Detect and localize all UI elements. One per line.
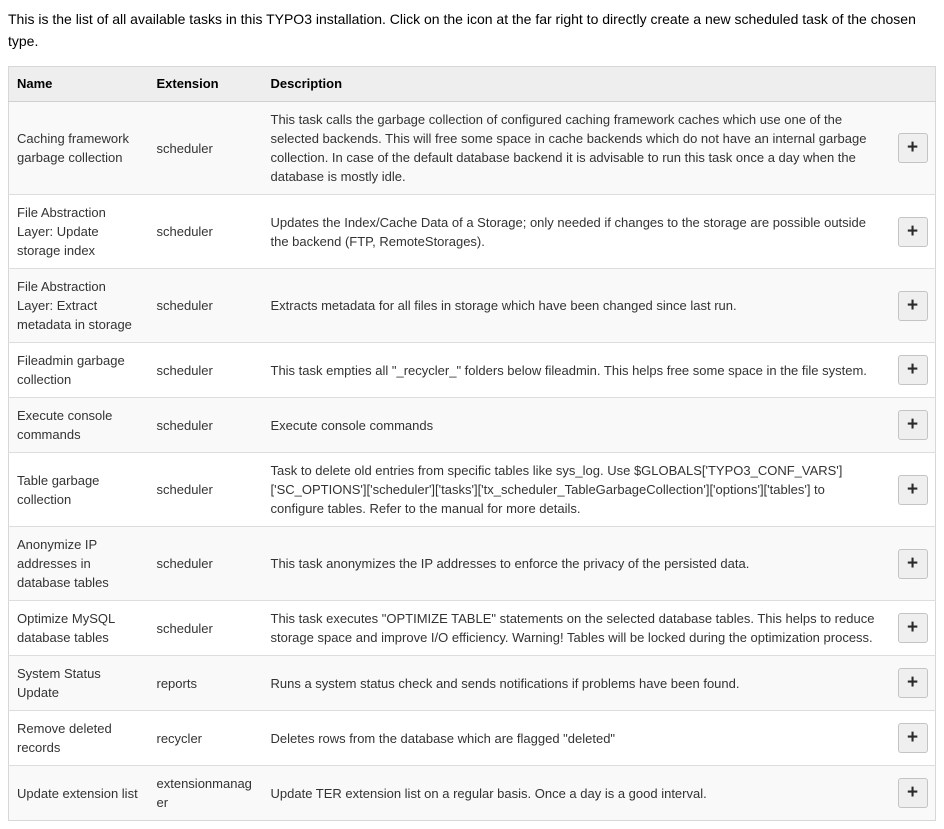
add-task-button[interactable] bbox=[898, 778, 928, 808]
task-extension: extensionmanager bbox=[156, 776, 252, 810]
header-row bbox=[9, 67, 936, 102]
task-row bbox=[9, 343, 936, 398]
task-extension: scheduler bbox=[156, 556, 213, 571]
column-header-name: Name bbox=[9, 67, 149, 102]
task-row bbox=[9, 453, 936, 527]
task-row bbox=[9, 102, 936, 195]
add-task-button[interactable] bbox=[898, 668, 928, 698]
task-extension: scheduler bbox=[156, 140, 213, 156]
task-row bbox=[9, 656, 936, 711]
task-name: System Status Update bbox=[17, 666, 101, 700]
task-description: Runs a system status check and sends notifications if problems have been found. bbox=[270, 675, 740, 691]
task-extension: scheduler bbox=[156, 482, 213, 497]
add-task-button[interactable] bbox=[898, 410, 928, 440]
task-name: Remove deleted records bbox=[17, 721, 112, 755]
plus-icon: + bbox=[906, 727, 919, 748]
task-row bbox=[9, 601, 936, 656]
task-description: This task calls the garbage collection of configured caching framework caches which use one of the selected backends. This will free some space in cache backends which do not have an internal garbage collection. In case of the default database backend it is advisable to run this task once a day when the database is mostly idle. bbox=[270, 112, 867, 184]
task-name: Optimize MySQL database tables bbox=[17, 611, 115, 645]
task-name: Execute console commands bbox=[17, 408, 113, 442]
task-description: This task anonymizes the IP addresses to enforce the privacy of the persisted data. bbox=[270, 556, 750, 571]
plus-icon: + bbox=[906, 359, 919, 380]
task-extension: scheduler bbox=[156, 620, 213, 636]
task-name: Fileadmin garbage collection bbox=[17, 353, 125, 387]
task-name: Update extension list bbox=[17, 785, 138, 801]
task-row bbox=[9, 398, 936, 453]
task-table-body bbox=[9, 102, 936, 821]
task-name: Table garbage collection bbox=[17, 472, 100, 507]
add-task-button[interactable] bbox=[898, 291, 928, 321]
task-row bbox=[9, 269, 936, 343]
plus-icon: + bbox=[906, 220, 919, 242]
column-header-description: Description bbox=[263, 67, 890, 102]
task-name: File Abstraction Layer: Extract metadata in storage bbox=[17, 279, 132, 332]
task-extension: scheduler bbox=[156, 362, 213, 378]
task-description: Task to delete old entries from specific tables like sys_log. Use $GLOBALS['TYPO3_CONF_VARS']['SC_OPTIONS']['scheduler']['tasks']['tx_scheduler_TableGarbageCollection']['options']['tables'] to configure tables. Refer to the manual for more details. bbox=[270, 463, 843, 516]
add-task-button[interactable] bbox=[898, 723, 928, 753]
task-row bbox=[9, 195, 936, 269]
task-action-cell bbox=[890, 398, 936, 453]
task-action-cell bbox=[890, 453, 936, 527]
task-extension: scheduler bbox=[156, 298, 213, 313]
plus-icon: + bbox=[906, 137, 919, 158]
task-description: This task executes "OPTIMIZE TABLE" statements on the selected database tables. This helps to reduce storage space and improve I/O efficiency. Warning! Tables will be locked during the optimization process. bbox=[270, 611, 875, 645]
task-description: This task empties all "_recycler_" folders below fileadmin. This helps free some space in the file system. bbox=[270, 362, 867, 378]
plus-icon: + bbox=[906, 478, 919, 500]
task-action-cell bbox=[890, 601, 936, 656]
column-header-actions bbox=[890, 67, 936, 102]
column-header-extension: Extension bbox=[149, 67, 263, 102]
task-name: Anonymize IP addresses in database tables bbox=[17, 537, 109, 590]
available-tasks-table bbox=[8, 66, 936, 821]
intro-text: This is the list of all available tasks in this TYPO3 installation. Click on the icon at the far right to directly create a new scheduled task of the chosen type. bbox=[8, 11, 916, 49]
task-description: Updates the Index/Cache Data of a Storage; only needed if changes to the storage are possible outside the backend (FTP, RemoteStorages). bbox=[270, 214, 867, 249]
plus-icon: + bbox=[906, 617, 919, 638]
task-extension: scheduler bbox=[156, 417, 213, 433]
task-action-cell bbox=[890, 766, 936, 821]
task-extension: reports bbox=[156, 675, 197, 691]
plus-icon: + bbox=[906, 294, 919, 316]
task-row bbox=[9, 766, 936, 821]
task-row bbox=[9, 711, 936, 766]
task-action-cell bbox=[890, 711, 936, 766]
add-task-button[interactable] bbox=[898, 613, 928, 643]
task-name: Caching framework garbage collection bbox=[17, 131, 129, 165]
task-action-cell bbox=[890, 527, 936, 601]
task-extension: scheduler bbox=[156, 224, 213, 239]
task-action-cell bbox=[890, 195, 936, 269]
task-name: File Abstraction Layer: Update storage index bbox=[17, 205, 106, 258]
task-action-cell bbox=[890, 343, 936, 398]
task-row bbox=[9, 527, 936, 601]
task-action-cell bbox=[890, 102, 936, 195]
add-task-button[interactable] bbox=[898, 355, 928, 385]
plus-icon: + bbox=[906, 552, 919, 574]
add-task-button[interactable] bbox=[898, 475, 928, 505]
add-task-button[interactable] bbox=[898, 549, 928, 579]
task-action-cell bbox=[890, 269, 936, 343]
plus-icon: + bbox=[906, 782, 919, 803]
task-extension: recycler bbox=[156, 730, 203, 746]
table-header bbox=[9, 67, 936, 102]
plus-icon: + bbox=[906, 672, 919, 693]
task-description: Update TER extension list on a regular basis. Once a day is a good interval. bbox=[270, 785, 707, 801]
task-description: Execute console commands bbox=[270, 417, 434, 433]
task-description: Deletes rows from the database which are flagged "deleted" bbox=[270, 730, 616, 746]
add-task-button[interactable] bbox=[898, 133, 928, 163]
task-description: Extracts metadata for all files in storage which have been changed since last run. bbox=[270, 298, 737, 313]
task-action-cell bbox=[890, 656, 936, 711]
add-task-button[interactable] bbox=[898, 217, 928, 247]
plus-icon: + bbox=[906, 414, 919, 435]
